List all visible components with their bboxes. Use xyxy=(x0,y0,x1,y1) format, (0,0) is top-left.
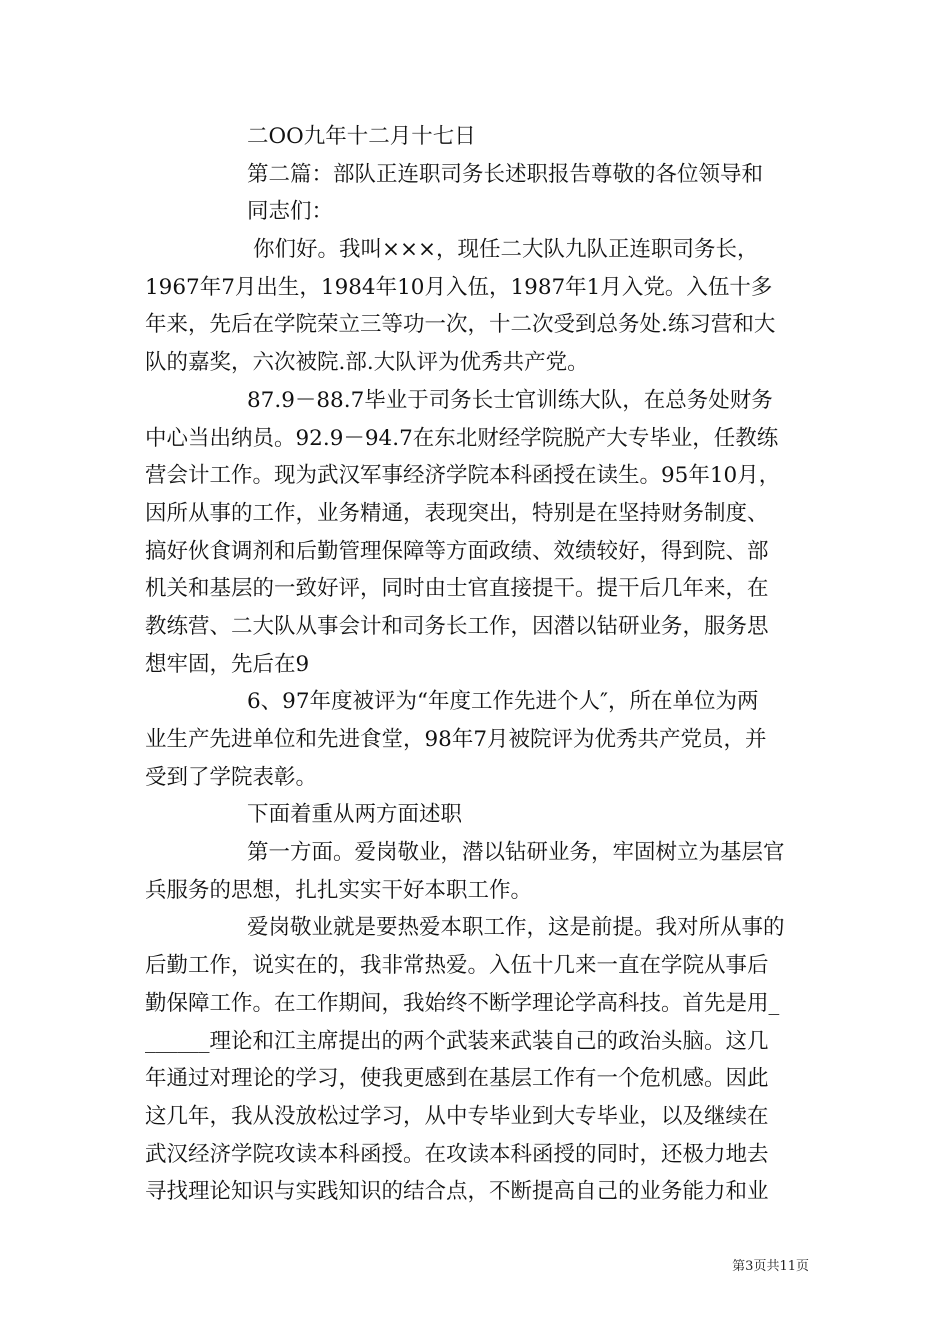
paragraph-line: 87.9－88.7毕业于司务长士官训练大队，在总务处财务 xyxy=(247,387,773,413)
paragraph-line: 想牢固，先后在9 xyxy=(145,651,310,677)
date-line: 二OO九年十二月十七日 xyxy=(247,124,476,149)
paragraph-line: 勤保障工作。在工作期间，我始终不断学理论学高科技。首先是用_ xyxy=(145,990,780,1016)
section-heading: 第二篇：部队正连职司务长述职报告尊敬的各位领导和 xyxy=(247,161,764,187)
paragraph-line: 队的嘉奖，六次被院.部.大队评为优秀共产党。 xyxy=(145,350,589,376)
paragraph-line: 第一方面。爱岗敬业，潜以钻研业务，牢固树立为基层官 xyxy=(247,840,785,866)
paragraph-line: 寻找理论知识与实践知识的结合点，不断提高自己的业务能力和业 xyxy=(145,1179,769,1205)
paragraph-line: 爱岗敬业就是要热爱本职工作，这是前提。我对所从事的 xyxy=(247,915,785,941)
paragraph-line: 教练营、二大队从事会计和司务长工作，因潜以钻研业务，服务思 xyxy=(145,613,769,639)
salutation: 同志们： xyxy=(247,199,334,225)
paragraph-line: 武汉经济学院攻读本科函授。在攻读本科函授的同时，还极力地去 xyxy=(145,1141,769,1167)
paragraph-line: 这几年，我从没放松过学习，从中专毕业到大专毕业，以及继续在 xyxy=(145,1103,769,1129)
subheading: 下面着重从两方面述职 xyxy=(247,802,463,828)
paragraph-line: ______理论和江主席提出的两个武装来武装自己的政治头脑。这几 xyxy=(145,1028,769,1054)
paragraph-line: 1967年7月出生，1984年10月入伍，1987年1月入党。入伍十多 xyxy=(145,274,773,300)
paragraph-line: 营会计工作。现为武汉军事经济学院本科函授在读生。95年10月， xyxy=(145,463,781,489)
paragraph-line: 兵服务的思想，扎扎实实干好本职工作。 xyxy=(145,877,533,903)
paragraph-line: 机关和基层的一致好评，同时由士官直接提干。提干后几年来，在 xyxy=(145,576,769,602)
paragraph-line: 6、97年度被评为“年度工作先进个人″，所在单位为两 xyxy=(247,689,759,715)
document-body xyxy=(145,118,810,1211)
paragraph-line: 受到了学院表彰。 xyxy=(145,764,318,790)
paragraph-line: 年来，先后在学院荣立三等功一次，十二次受到总务处.练习营和大 xyxy=(145,312,776,338)
paragraph-line: 中心当出纳员。92.9－94.7在东北财经学院脱产大专毕业，任教练 xyxy=(145,425,779,451)
paragraph-line: 年通过对理论的学习，使我更感到在基层工作有一个危机感。因此 xyxy=(145,1066,769,1092)
paragraph-line: 因所从事的工作，业务精通，表现突出，特别是在坚持财务制度、 xyxy=(145,500,769,526)
page-number: 第3页共11页 xyxy=(732,1259,809,1274)
paragraph-line: 你们好。我叫×××，现任二大队九队正连职司务长， xyxy=(253,237,759,263)
paragraph-line: 后勤工作，说实在的，我非常热爱。入伍十几来一直在学院从事后 xyxy=(145,953,769,979)
paragraph-line: 搞好伙食调剂和后勤管理保障等方面政绩、效绩较好，得到院、部 xyxy=(145,538,769,564)
paragraph-line: 业生产先进单位和先进食堂，98年7月被院评为优秀共产党员，并 xyxy=(145,727,767,752)
